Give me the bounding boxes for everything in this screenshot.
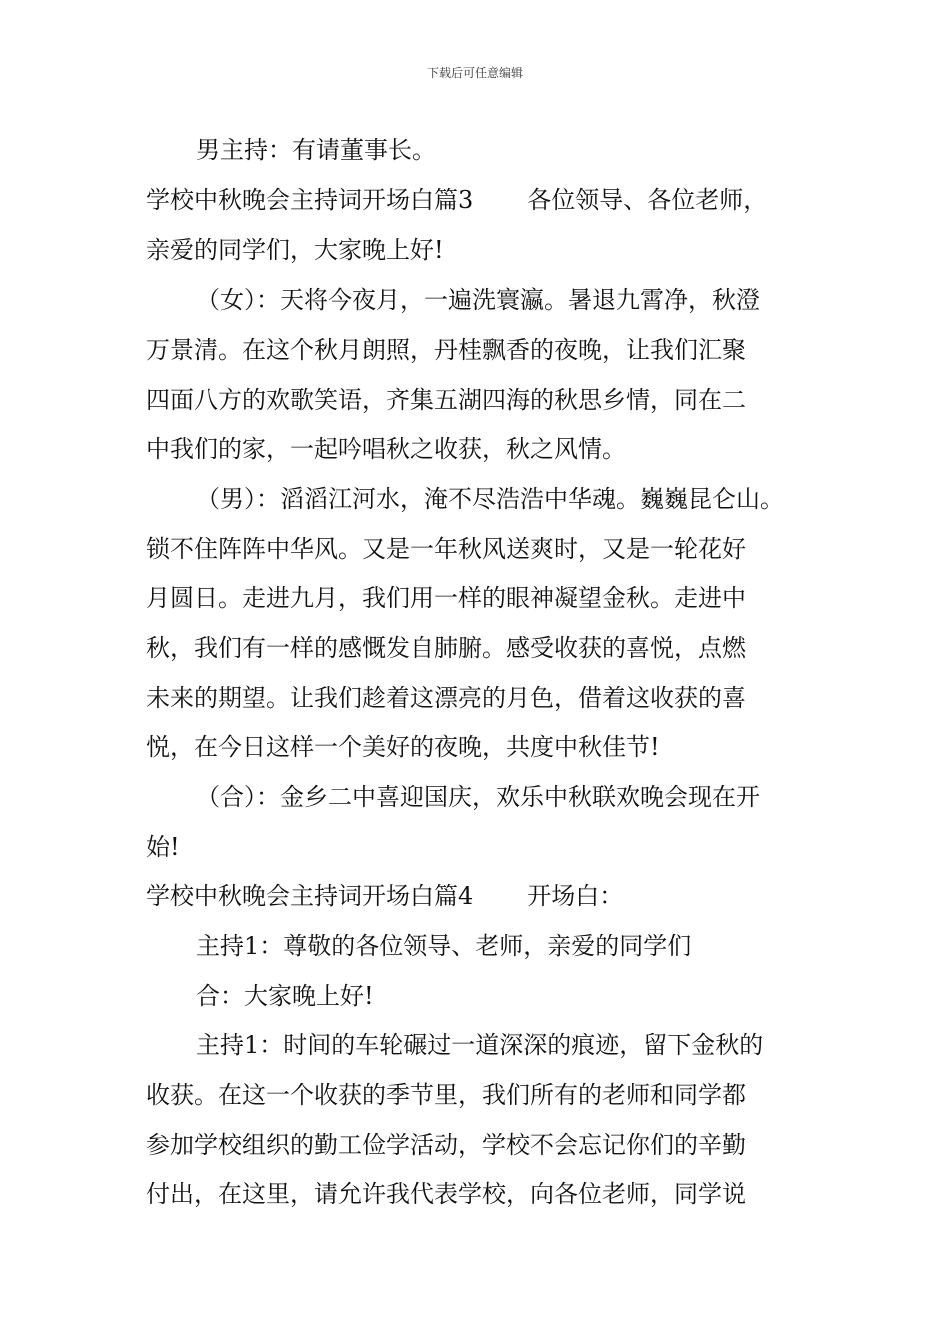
text-line: 收获。在这一个收获的季节里，我们所有的老师和同学都 [146,1081,746,1109]
text-line: 主持1：时间的车轮碾过一道深深的痕迹，留下金秋的 [196,1031,764,1059]
text-line: 主持1：尊敬的各位领导、老师，亲爱的同学们 [196,932,692,960]
text-line: 参加学校组织的勤工俭学活动，学校不会忘记你们的辛勤 [146,1131,746,1159]
text-line: （男）：滔滔江河水，淹不尽浩浩中华魂。巍巍昆仑山。 [196,485,784,513]
text-line: 合：大家晚上好! [196,982,374,1010]
section-title: 学校中秋晚会主持词开场白篇3 [146,186,474,214]
text-line: 月圆日。走进九月，我们用一样的眼神凝望金秋。走进中 [146,584,746,612]
text-line: （女）：天将今夜月，一遍洗寰瀛。暑退九霄净，秋澄 [196,286,760,314]
section-title: 学校中秋晚会主持词开场白篇4 [146,882,474,910]
text-line: 亲爱的同学们，大家晚上好! [146,236,444,264]
text-line: 男主持：有请董事长。 [196,136,436,164]
text-line: 中我们的家，一起吟唱秋之收获，秋之风情。 [146,435,626,463]
text-line: 始! [146,833,180,861]
section-text: 开场白： [527,882,624,910]
text-line: （合）：金乡二中喜迎国庆，欢乐中秋联欢晚会现在开 [196,783,760,811]
text-line: 付出，在这里，请允许我代表学校，向各位老师，同学说 [146,1180,746,1208]
text-line: 锁不住阵阵中华风。又是一年秋风送爽时，又是一轮花好 [146,535,746,563]
text-line: 万景清。在这个秋月朗照，丹桂飘香的夜晚，让我们汇聚 [146,336,746,364]
section-text: 各位领导、各位老师， [527,186,768,214]
text-line: 未来的期望。让我们趁着这漂亮的月色，借着这收获的喜 [146,684,746,712]
text-line: 悦，在今日这样一个美好的夜晚，共度中秋佳节! [146,733,660,761]
section-title-line [146,881,623,911]
text-line: 秋，我们有一样的感慨发自肺腑。感受收获的喜悦，点燃 [146,634,746,662]
text-line: 四面八方的欢歌笑语，齐集五湖四海的秋思乡情，同在二 [146,386,746,414]
page-header: 下载后可任意编辑 [426,66,523,80]
section-title-line [146,185,767,215]
